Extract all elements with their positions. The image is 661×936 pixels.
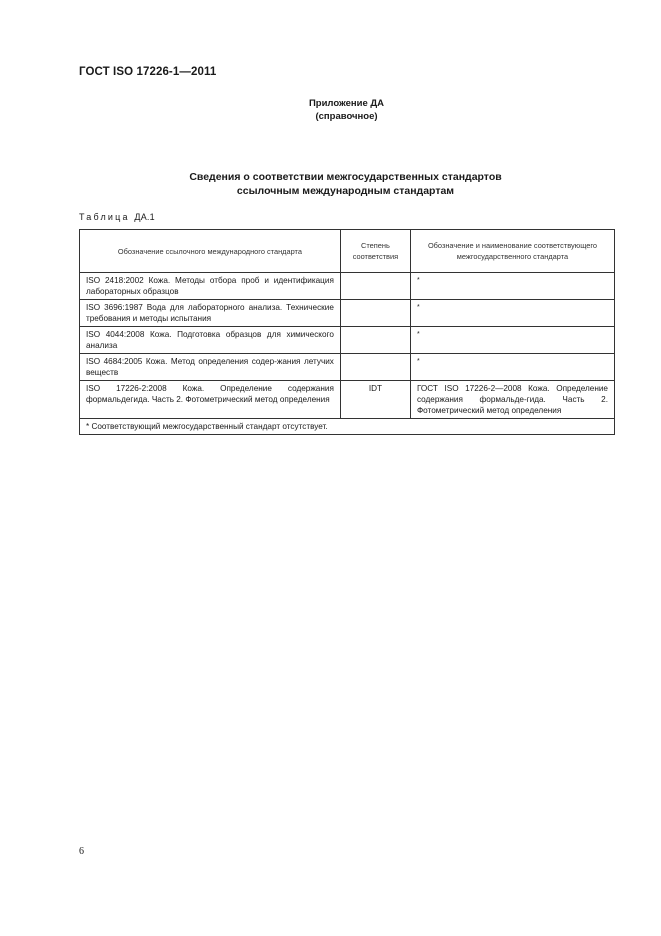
cell-reference: ISO 17226-2:2008 Кожа. Определение содержания формальдегида. Часть 2. Фотометрический метод определения [80,381,341,419]
annex-title: Приложение ДА [308,98,385,109]
cell-degree: IDT [340,381,410,419]
section-title-line-2: ссылочным международным стандартам [236,185,455,197]
header-interstate-standard: Обозначение и наименование соответствующего межгосударственного стандарта [410,230,614,273]
table-row [80,273,615,300]
annex-subtitle: (справочное) [315,111,378,122]
cell-interstate: ГОСТ ISO 17226-2—2008 Кожа. Определение содержания формальде-гида. Часть 2. Фотометрический метод определения [410,381,614,419]
cell-reference: ISO 2418:2002 Кожа. Методы отбора проб и идентификация лабораторных образцов [80,273,341,300]
page-number: 6 [79,846,84,857]
table-footnote-row [80,419,615,435]
cell-interstate: * [410,354,614,381]
table-row [80,354,615,381]
cell-degree [340,327,410,354]
cell-reference: ISO 4684:2005 Кожа. Метод определения содер-жания летучих веществ [80,354,341,381]
cell-degree [340,354,410,381]
table-row [80,300,615,327]
header-reference-standard: Обозначение ссылочного международного стандарта [80,230,341,273]
table-caption [79,212,155,222]
cell-interstate: * [410,273,614,300]
table-header-row [80,230,615,273]
section-title [0,170,661,198]
header-degree-of-correspondence: Степень соответствия [340,230,410,273]
annex-heading [0,97,661,123]
cell-reference: ISO 3696:1987 Вода для лабораторного анализа. Технические требования и методы испытания [80,300,341,327]
table-footnote: * Соответствующий межгосударственный стандарт отсутствует. [80,419,615,435]
document-code-header: ГОСТ ISO 17226-1—2011 [79,66,217,78]
table-caption-number: ДА.1 [134,212,155,222]
cell-degree [340,300,410,327]
cell-reference: ISO 4044:2008 Кожа. Подготовка образцов для химического анализа [80,327,341,354]
cell-interstate: * [410,327,614,354]
table-row [80,327,615,354]
section-title-line-1: Сведения о соответствии межгосударственных стандартов [189,171,502,183]
table-row [80,381,615,419]
cell-degree [340,273,410,300]
table-caption-label: Таблица [79,212,130,222]
standards-correspondence-table [79,229,615,435]
cell-interstate: * [410,300,614,327]
